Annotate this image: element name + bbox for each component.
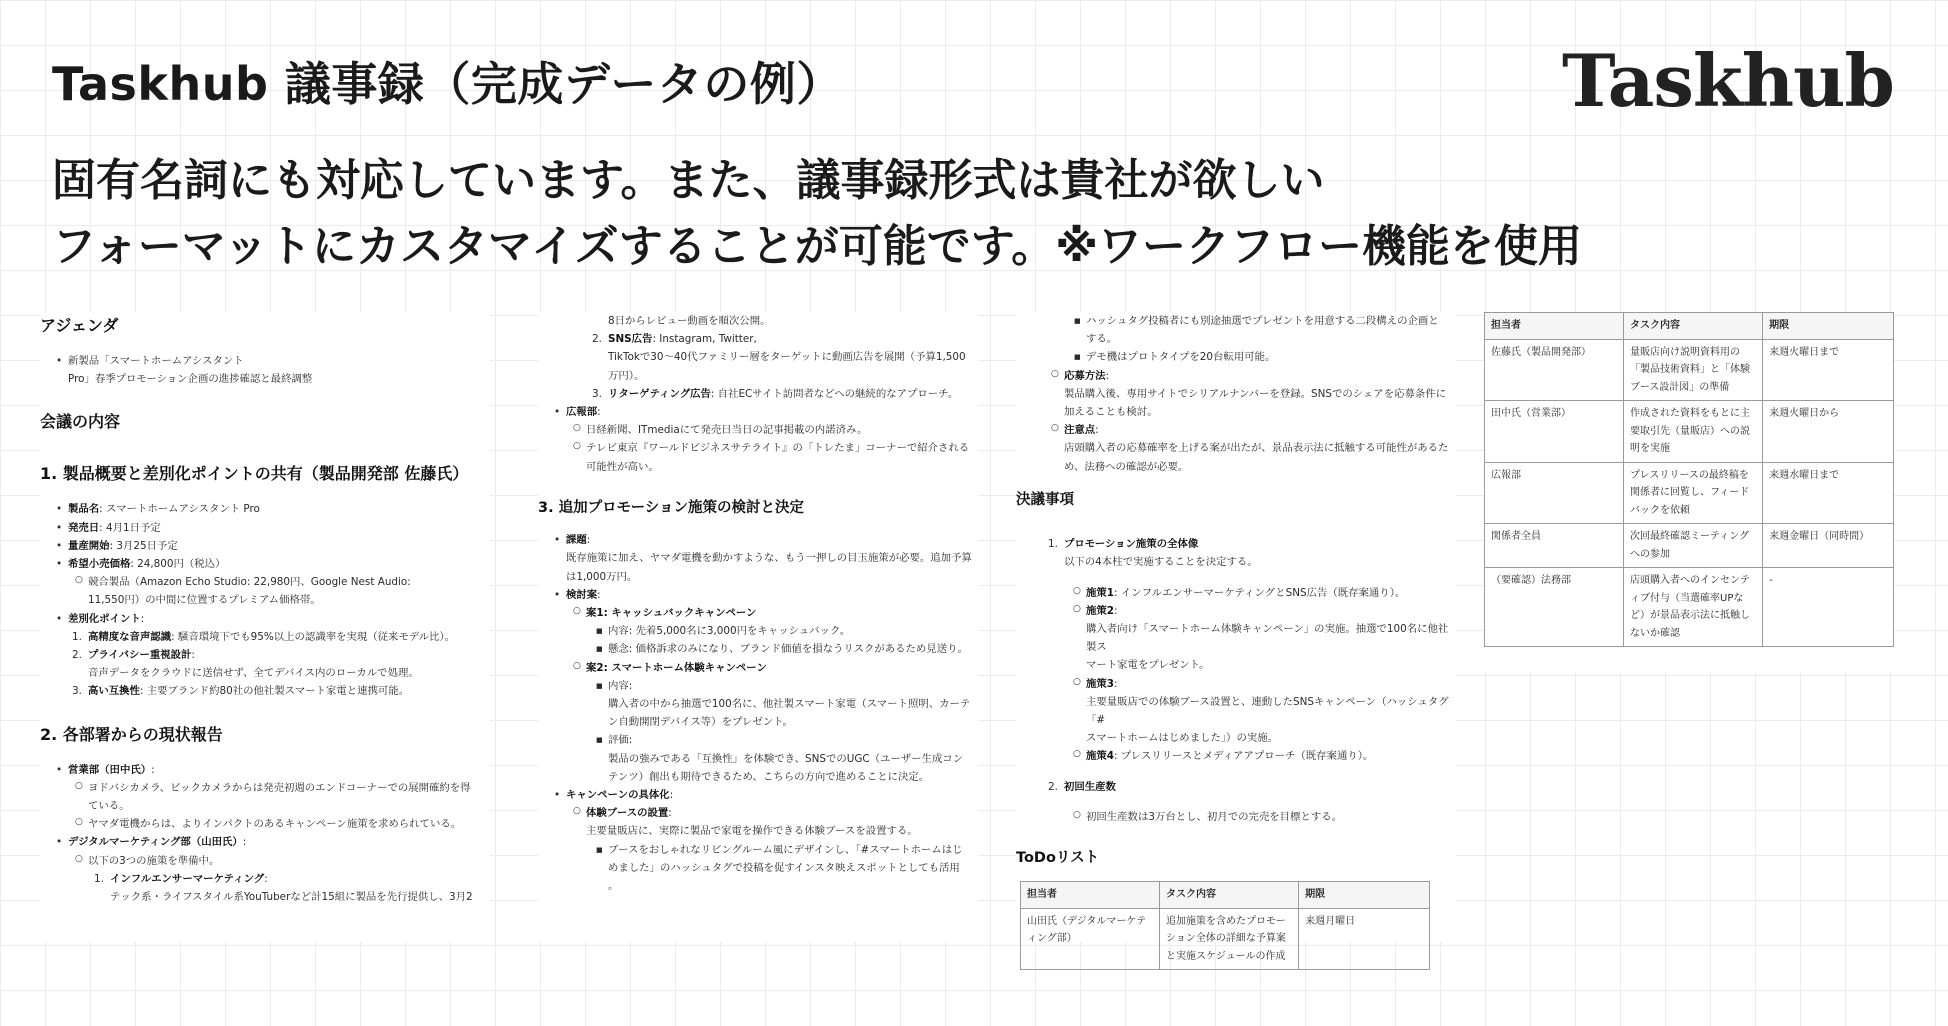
list-item: • 検討案: bbox=[538, 586, 978, 604]
todo-table-continued bbox=[1484, 312, 1894, 647]
list-item: ○ 体験ブースの設置: 主要量販店に、実際に製品で家電を操作できる体験ブースを設置する。 bbox=[538, 804, 978, 840]
minutes-page-4 bbox=[1484, 312, 1894, 672]
list-item: 3. 高い互換性: 主要ブランド約80社の他社製スマート家電と連携可能。 bbox=[72, 685, 410, 698]
subheading-line-2: フォーマットにカスタマイズすることが可能です。※ワークフロー機能を使用 bbox=[52, 221, 1582, 272]
list-item: 1. インフルエンサーマーケティング: テック系・ライフスタイル系YouTuberなど計15組に製品を先行提供し、3月2 bbox=[94, 872, 473, 904]
list-item: • 課題: 既存施策に加え、ヤマダ電機を動かすような、もう一押しの目玉施策が必要。追加予算 は1,000万円。 bbox=[538, 531, 978, 586]
page-title: Taskhub 議事録（完成データの例） bbox=[52, 57, 843, 111]
subheading bbox=[52, 148, 1892, 280]
section-2-heading: 2. 各部署からの現状報告 bbox=[40, 724, 223, 744]
list-item: • 量産開始: 3月25日予定 bbox=[40, 537, 490, 555]
table-row: （要確認）法務部 店頭購入者へのインセンティブ付与（当選確率UPなど）が景品表示法に抵触しないか確認 - bbox=[1485, 568, 1894, 647]
list-item: 2. SNS広告: Instagram, Twitter, TikTokで30〜40代ファミリー層をターゲットに動画広告を展開（予算1,500 万円）。 bbox=[592, 333, 966, 382]
list-item: ○ ヤマダ電機からは、よりインパクトのあるキャンペーン施策を求められている。 bbox=[40, 815, 490, 833]
list-item: ■ 内容: 先着5,000名に3,000円をキャッシュバック。 bbox=[538, 622, 978, 640]
table-row: 広報部 プレスリリースの最終稿を関係者に回覧し、フィードバックを依頼 来週水曜日まで bbox=[1485, 462, 1894, 524]
decisions-heading: 決議事項 bbox=[1016, 491, 1074, 508]
list-item: • 広報部: bbox=[538, 403, 978, 421]
list-item: ○ ヨドバシカメラ、ビックカメラからは発売初週のエンドコーナーでの展開確約を得 ている。 bbox=[40, 779, 490, 815]
table-row: 山田氏（デジタルマーケティング部） 追加施策を含めたプロモーション全体の詳細な予算案と実施スケジュールの作成 来週月曜日 bbox=[1021, 908, 1430, 970]
minutes-page-1 bbox=[40, 312, 490, 942]
list-item: ○ 応募方法: 製品購入後、専用サイトでシリアルナンバーを登録。SNSでのシェアを応募条件に 加えることも検討。 bbox=[1016, 367, 1456, 422]
list-item: ○ 施策3: 主要量販店での体験ブース設置と、連動したSNSキャンペーン（ハッシュタグ「# スマートホームはじめました」）の実施。 bbox=[1016, 675, 1456, 748]
list-item: • 発売日: 4月1日予定 bbox=[40, 519, 490, 537]
section-1-heading: 1. 製品概要と差別化ポイントの共有（製品開発部 佐藤氏） bbox=[40, 464, 469, 484]
list-item: • 営業部（田中氏）: bbox=[40, 761, 490, 779]
list-item: ○ 施策1: インフルエンサーマーケティングとSNS広告（既存案通り）。 bbox=[1016, 584, 1456, 602]
list-item: 1. プロモーション施策の全体像 以下の4本柱で実施することを決定する。 bbox=[1048, 538, 1258, 569]
todo-heading: ToDoリスト bbox=[1016, 850, 1100, 867]
list-item: ■ ブースをおしゃれなリビングルーム風にデザインし、「#スマートホームはじ めました」のハッシュタグで投稿を促すインスタ映えスポットとしても活用 。 bbox=[538, 841, 978, 896]
minutes-page-2 bbox=[538, 312, 978, 942]
list-item: ■ 内容: 購入者の中から抽選で100名に、他社製スマート家電（スマート照明、カーテ ン自動開閉デバイス等）をプレゼント。 bbox=[538, 677, 978, 732]
list-item: • 希望小売価格: 24,800円（税込） bbox=[40, 555, 490, 573]
list-item: ■ 評価: 製品の強みである「互換性」を体験でき、SNSでのUGC（ユーザー生成コン テンツ）創出も期待できるため、こちらの方向で進めることに決定。 bbox=[538, 731, 978, 786]
list-item: ■ 懸念: 価格訴求のみになり、ブランド価値を損なうリスクがあるため見送り。 bbox=[538, 640, 978, 658]
list-item: ○ 競合製品（Amazon Echo Studio: 22,980円、Google Nest Audio: 11,550円）の中間に位置するプレミアム価格帯。 bbox=[40, 573, 490, 609]
list-item: • 製品名: スマートホームアシスタント Pro bbox=[40, 500, 490, 518]
minutes-page-3 bbox=[1016, 312, 1456, 962]
todo-table bbox=[1020, 881, 1430, 970]
table-row: 佐藤氏（製品開発部） 量販店向け説明資料用の「製品技術資料」と「体験ブース設計図」の準備 来週火曜日まで bbox=[1485, 339, 1894, 401]
list-item: ○ 以下の3つの施策を準備中。 bbox=[40, 852, 490, 870]
table-header-row: 担当者 タスク内容 期限 bbox=[1021, 882, 1430, 909]
list-item: ○ 案2: スマートホーム体験キャンペーン bbox=[538, 659, 978, 677]
list-item: ○ テレビ東京『ワールドビジネスサテライト』の「トレたま」コーナーで紹介される 可能性が高い。 bbox=[538, 439, 978, 475]
list-item: ■ デモ機はプロトタイプを20台転用可能。 bbox=[1016, 348, 1456, 366]
subheading-line-1: 固有名詞にも対応しています。また、議事録形式は貴社が欲しい bbox=[52, 155, 1325, 206]
list-item: 1. 高精度な音声認識: 騒音環境下でも95%以上の認識率を実現（従来モデル比）。 bbox=[72, 630, 456, 643]
list-item: ○ 注意点: 店頭購入者の応募確率を上げる案が出たが、景品表示法に抵触する可能性があるた め、法務への確認が必要。 bbox=[1016, 421, 1456, 476]
taskhub-logo: Taskhub bbox=[1562, 38, 1894, 123]
list-item: ○ 施策2: 購入者向け「スマートホーム体験キャンペーン」の実施。抽選で100名に他社製ス マート家電をプレゼント。 bbox=[1016, 602, 1456, 675]
list-item: 2. プライバシー重視設計: 音声データをクラウドに送信せず、全てデバイス内のローカルで処理。 bbox=[72, 649, 419, 680]
table-header-row: 担当者 タスク内容 期限 bbox=[1485, 313, 1894, 340]
table-row: 関係者全員 次回最終確認ミーティングへの参加 来週金曜日（同時間） bbox=[1485, 524, 1894, 568]
list-item: ○ 案1: キャッシュバックキャンペーン bbox=[538, 604, 978, 622]
list-item: ○ 施策4: プレスリリースとメディアアプローチ（既存案通り）。 bbox=[1016, 747, 1456, 765]
list-item: ○ 日経新聞、ITmediaにて発売日当日の記事掲載の内諾済み。 bbox=[538, 421, 978, 439]
agenda-item: • 新製品「スマートホームアシスタント Pro」春季プロモーション企画の進捗確認と最終調整 bbox=[40, 352, 490, 388]
list-item: ■ ハッシュタグ投稿者にも別途抽選でプレゼントを用意する二段構えの企画と する。 bbox=[1016, 312, 1456, 348]
list-item: ○ 初回生産数は3万台とし、初月での完売を目標とする。 bbox=[1016, 808, 1456, 826]
list-item: • デジタルマーケティング部（山田氏）: bbox=[40, 833, 490, 851]
list-item: • 差別化ポイント: bbox=[40, 610, 490, 628]
list-item: 8日からレビュー動画を順次公開。 bbox=[608, 315, 771, 327]
list-item: 3. リターゲティング広告: 自社ECサイト訪問者などへの継続的なアプローチ。 bbox=[592, 387, 959, 400]
list-item: 2. 初回生産数 bbox=[1048, 780, 1116, 793]
table-row: 田中氏（営業部） 作成された資料をもとに主要取引先（量販店）への説明を実施 来週火曜日から bbox=[1485, 401, 1894, 463]
list-item: • キャンペーンの具体化: bbox=[538, 786, 978, 804]
agenda-heading: アジェンダ bbox=[40, 316, 119, 335]
section-3-heading: 3. 追加プロモーション施策の検討と決定 bbox=[538, 499, 804, 516]
meeting-content-heading: 会議の内容 bbox=[40, 412, 121, 432]
